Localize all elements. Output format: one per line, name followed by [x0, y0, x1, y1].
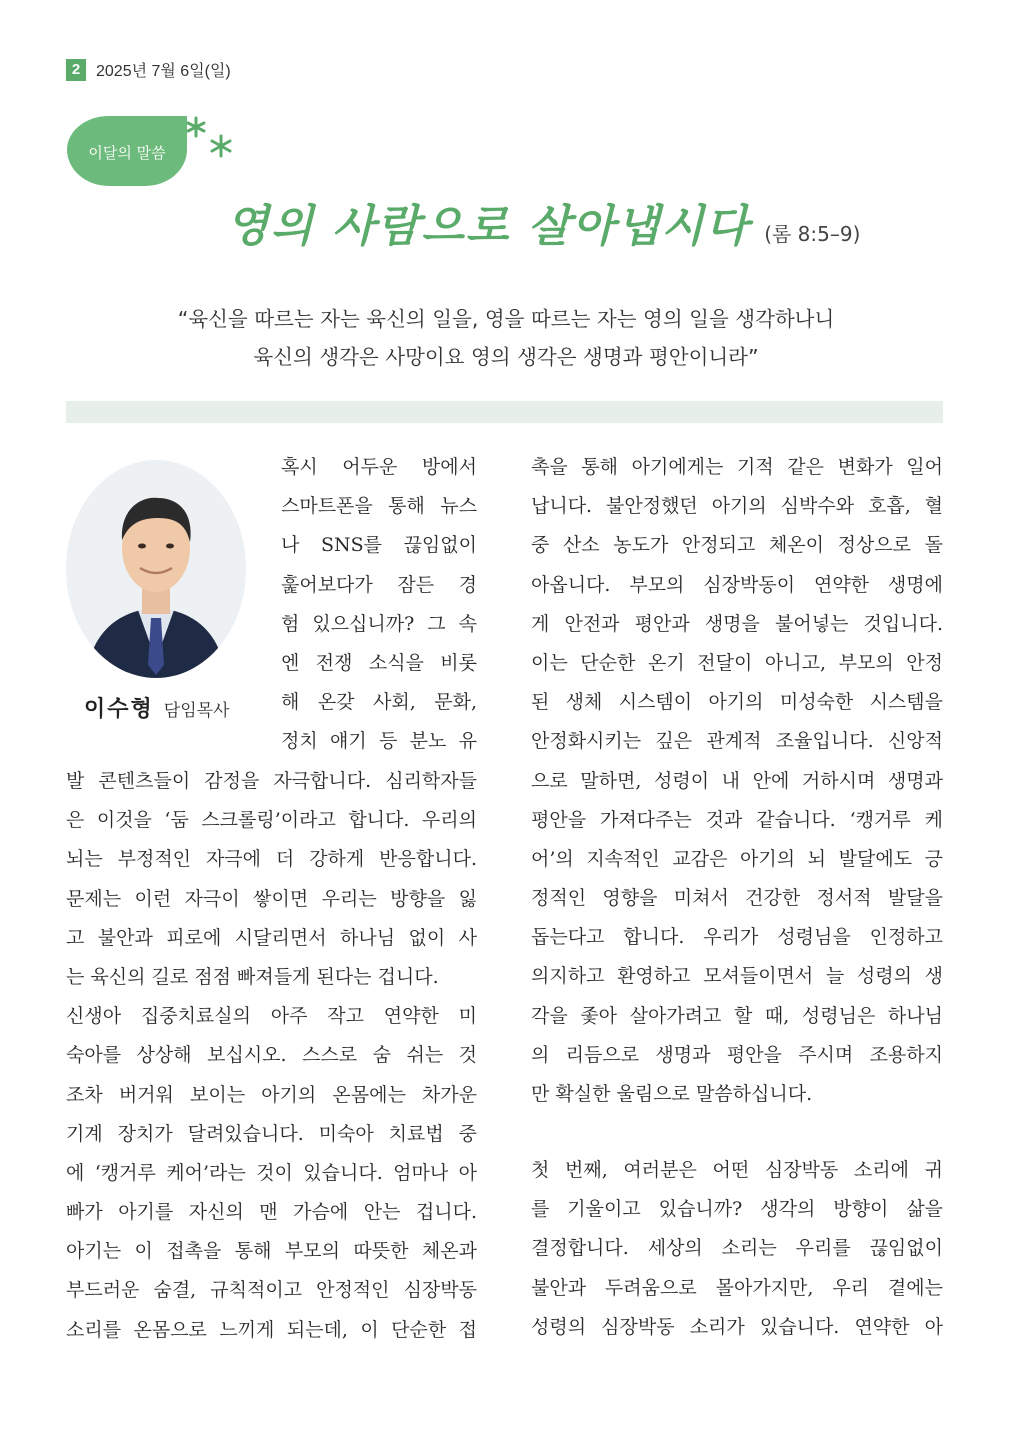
- text-line: 된 생체 시스템이 아기의 미성숙한 시스템을: [531, 691, 943, 714]
- body-column-right: [531, 448, 943, 1114]
- text-line: 정치 얘기 등 분노 유: [281, 730, 477, 753]
- text-line: 신생아 집중치료실의 아주 작고 연약한 미: [66, 1005, 477, 1028]
- text-line: 촉을 통해 아기에게는 기적 같은 변화가 일어: [531, 456, 943, 478]
- scripture-quote: [66, 300, 946, 376]
- text-line: 안정화시키는 깊은 관계적 조율입니다. 신앙적: [531, 730, 943, 753]
- text-line: 중 산소 농도가 안정되고 체온이 정상으로 돌: [531, 534, 943, 557]
- text-line: 해 온갖 사회, 문화,: [281, 691, 477, 714]
- text-line: 은 이것을 ‘둠 스크롤링’이라고 합니다. 우리의: [66, 809, 477, 832]
- text-line: 는 육신의 길로 점점 빠져들게 된다는 겁니다.: [66, 965, 439, 988]
- asterisk-decoration-icon: [186, 116, 236, 162]
- text-line: 첫 번째, 여러분은 어떤 심장박동 소리에 귀: [531, 1159, 943, 1181]
- text-line: 빠가 아기를 자신의 맨 가슴에 안는 겁니다.: [66, 1201, 477, 1224]
- text-line: 의지하고 환영하고 모셔들이면서 늘 성령의 생: [531, 965, 943, 988]
- text-line: 를 기울이고 있습니까? 생각의 방향이 삶을: [531, 1198, 943, 1221]
- text-line: 각을 좇아 살아가려고 할 때, 성령님은 하나님: [531, 1004, 943, 1027]
- text-line: 고 불안과 피로에 시달리면서 하나님 없이 사: [66, 926, 477, 949]
- quote-line: “육신을 따르는 자는 육신의 일을, 영을 따르는 자는 영의 일을 생각하나니: [177, 307, 835, 331]
- text-line: 혹시 어두운 방에서: [281, 456, 477, 478]
- page-header: [66, 58, 231, 81]
- text-line: 훑어보다가 잠든 경: [281, 573, 477, 596]
- text-line: 만 확실한 울림으로 말씀하십니다.: [531, 1083, 813, 1105]
- page-number: 2: [66, 59, 86, 81]
- author-photo: [66, 460, 246, 678]
- author-name: 이수형: [84, 697, 154, 722]
- body-column-narrow: [281, 448, 477, 762]
- text-line: 문제는 이런 자극이 쌓이면 우리는 방향을 잃: [66, 887, 477, 910]
- scripture-reference: (롬 8:5–9): [764, 222, 861, 246]
- text-line: 아기는 이 접촉을 통해 부모의 따뜻한 체온과: [66, 1240, 477, 1263]
- issue-date: 2025년 7월 6일(일): [96, 63, 231, 80]
- text-line: 성령의 심장박동 소리가 있습니다. 연약한 아: [531, 1315, 943, 1338]
- text-line: 기계 장치가 달려있습니다. 미숙아 치료법 중: [66, 1122, 477, 1145]
- text-line: 뇌는 부정적인 자극에 더 강하게 반응합니다.: [66, 848, 477, 871]
- text-line: 소리를 온몸으로 느끼게 되는데, 이 단순한 접: [66, 1318, 477, 1341]
- text-line: 정적인 영향을 미쳐서 건강한 정서적 발달을: [531, 887, 943, 910]
- body-column-left: [66, 762, 477, 1350]
- text-line: 부드러운 숨결, 규칙적이고 안정적인 심장박동: [66, 1279, 477, 1302]
- section-label: 이달의 말씀: [88, 143, 166, 162]
- text-line: 조차 버거워 보이는 아기의 온몸에는 차가운: [66, 1083, 477, 1106]
- author-byline: [84, 692, 229, 723]
- text-line: 돕는다고 합니다. 우리가 성령님을 인정하고: [531, 926, 943, 949]
- text-line: 엔 전쟁 소식을 비롯: [281, 651, 477, 674]
- text-line: 어’의 지속적인 교감은 아기의 뇌 발달에도 긍: [531, 847, 943, 870]
- pastor-portrait-icon: [66, 460, 246, 678]
- text-line: 험 있으십니까? 그 속: [281, 612, 477, 635]
- text-line: 에 ‘캥거루 케어’라는 것이 있습니다. 엄마나 아: [66, 1161, 477, 1184]
- text-line: 불안과 두려움으로 몰아가지만, 우리 곁에는: [531, 1276, 943, 1299]
- quote-line: 육신의 생각은 사망이요 영의 생각은 생명과 평안이니라”: [253, 345, 759, 369]
- text-line: 의 리듬으로 생명과 평안을 주시며 조용하지: [531, 1043, 943, 1066]
- text-line: 이는 단순한 온기 전달이 아니고, 부모의 안정: [531, 651, 943, 674]
- text-line: 숙아를 상상해 보십시오. 스스로 숨 쉬는 것: [66, 1044, 477, 1067]
- section-badge: [67, 116, 187, 186]
- text-line: 게 안전과 평안과 생명을 불어넣는 것입니다.: [531, 612, 943, 635]
- text-line: 결정합니다. 세상의 소리는 우리를 끊임없이: [531, 1237, 943, 1260]
- text-line: 아옵니다. 부모의 심장박동이 연약한 생명에: [531, 573, 943, 596]
- text-line: 나 SNS를 끊임없이: [281, 534, 477, 557]
- title-row: [226, 190, 860, 254]
- text-line: 납니다. 불안정했던 아기의 심박수와 호흡, 혈: [531, 495, 943, 518]
- body-column-right-second: [531, 1151, 943, 1347]
- text-line: 평안을 가져다주는 것과 같습니다. ‘캥거루 케: [531, 808, 943, 831]
- text-line: 스마트폰을 통해 뉴스: [281, 495, 477, 518]
- text-line: 발 콘텐츠들이 감정을 자극합니다. 심리학자들: [66, 770, 477, 792]
- author-role: 담임목사: [163, 701, 230, 721]
- divider-band: [66, 401, 943, 423]
- page-title: 영의 사람으로 살아냅시다: [226, 201, 751, 252]
- text-line: 으로 말하면, 성령이 내 안에 거하시며 생명과: [531, 769, 943, 792]
